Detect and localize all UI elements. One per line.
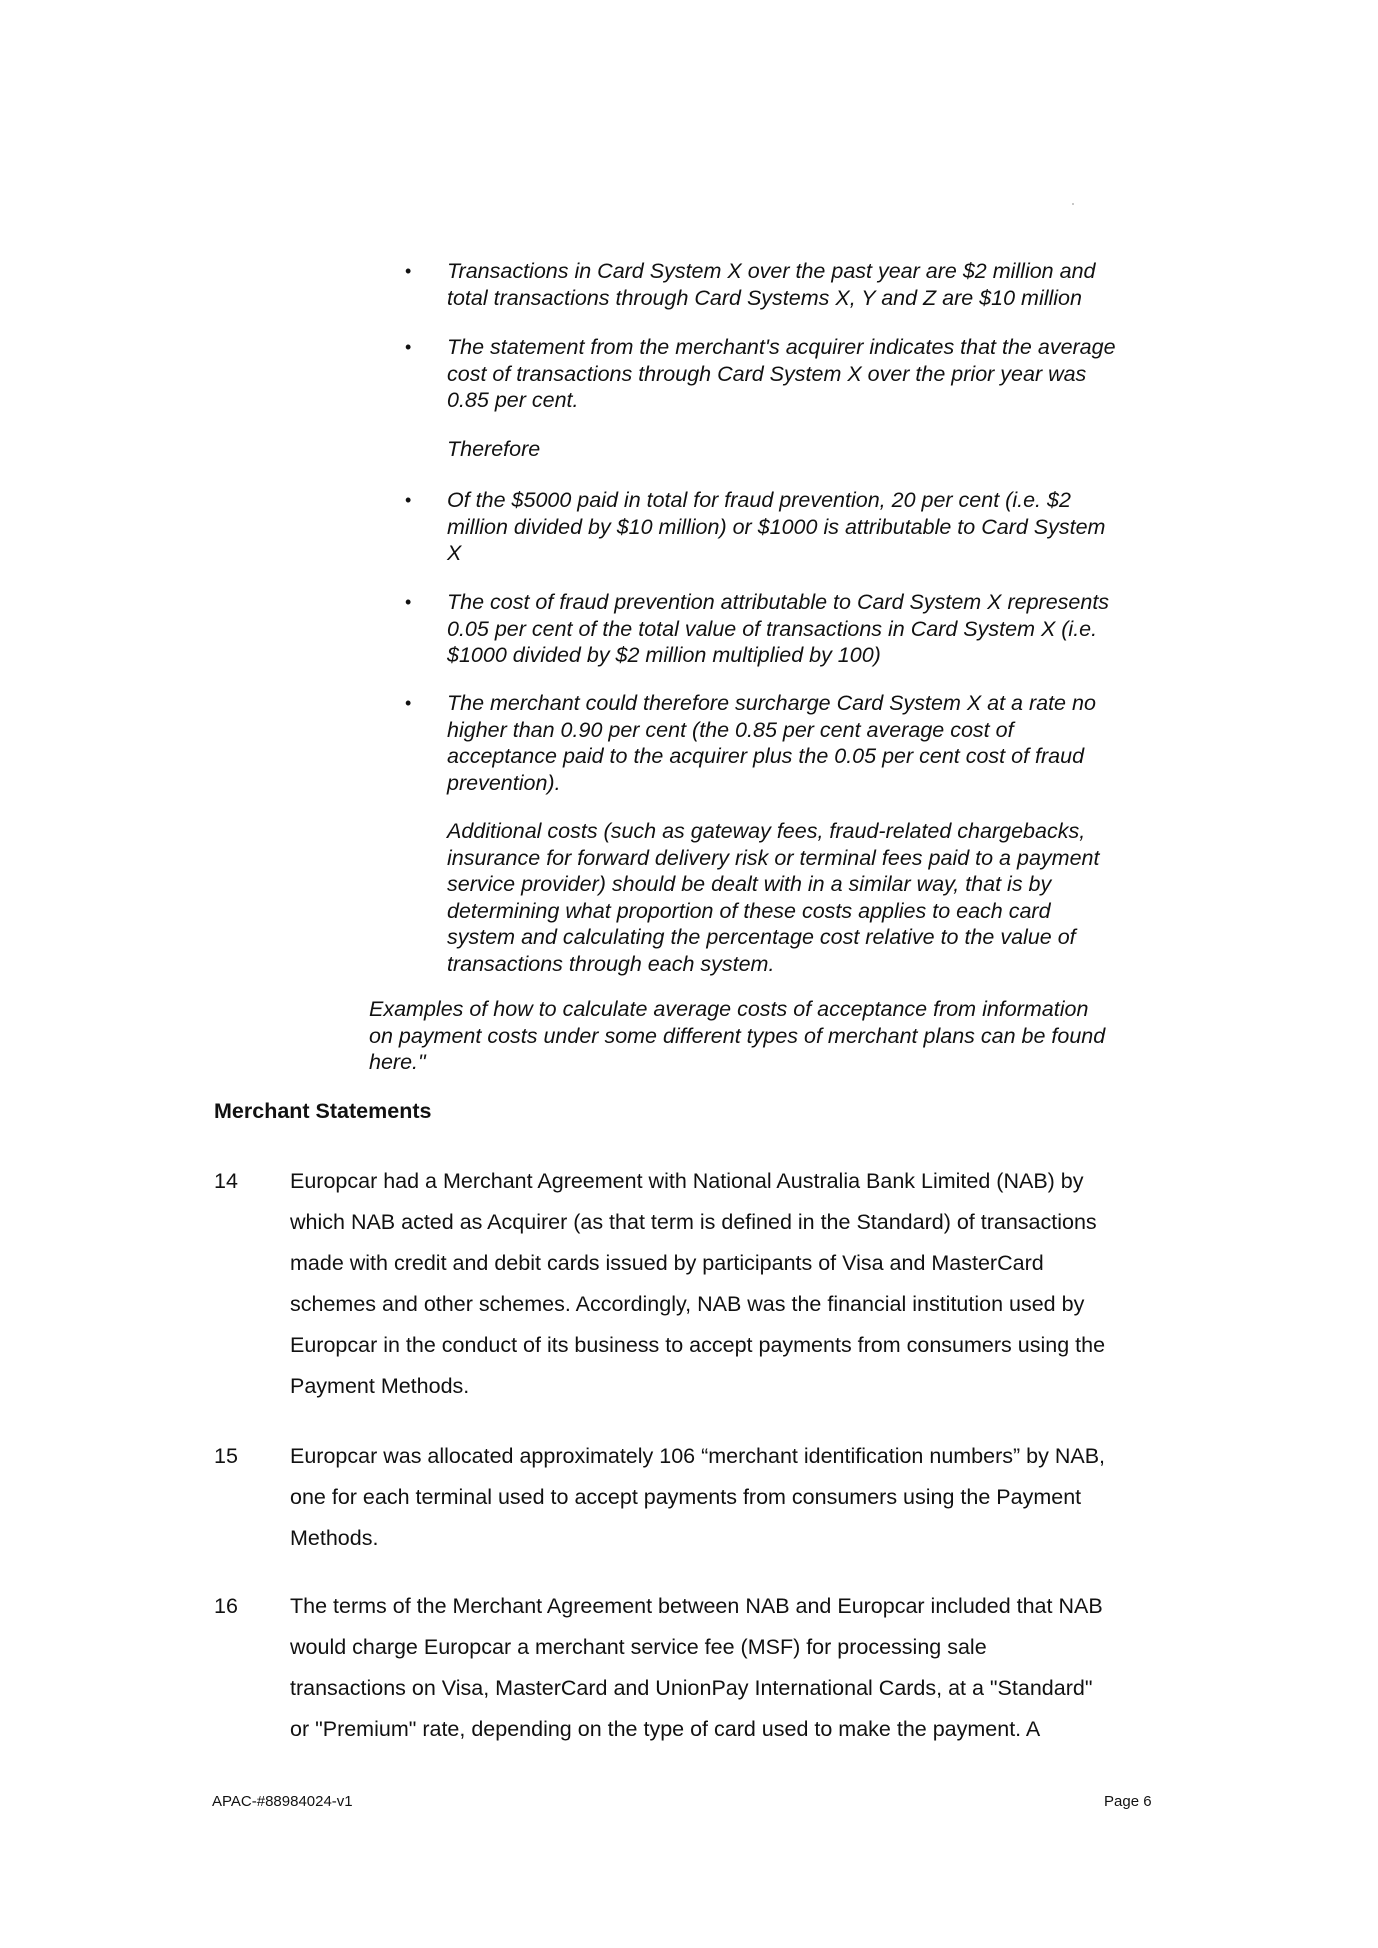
text-line: determining what proportion of these costs applies to each card <box>447 898 1051 923</box>
bullet-item <box>447 334 1187 414</box>
text-line: X <box>447 541 462 565</box>
bullet-marker: • <box>405 261 412 281</box>
paragraph-number: 14 <box>214 1169 238 1193</box>
text-line: Examples of how to calculate average costs of acceptance from information <box>369 997 1089 1021</box>
text-line: insurance for forward delivery risk or terminal fees paid to a payment <box>447 845 1100 870</box>
text-line: prevention). <box>447 770 561 795</box>
bullet-item <box>447 690 1187 796</box>
text-line: acceptance paid to the acquirer plus the 0.05 per cent cost of fraud <box>447 744 1085 768</box>
text-line: made with credit and debit cards issued by participants of Visa and MasterCard <box>290 1251 1044 1275</box>
closing-quote-paragraph <box>369 996 1189 1076</box>
text-line: cost of transactions through Card System X over the prior year was <box>447 361 1087 386</box>
text-line: $1000 divided by $2 million multiplied by 100) <box>447 643 881 667</box>
additional-costs-paragraph <box>447 818 1187 977</box>
text-line: 0.05 per cent of the total value of transactions in Card System X (i.e. <box>447 616 1098 641</box>
text-line: Additional costs (such as gateway fees, fraud-related chargebacks, <box>447 819 1086 843</box>
text-line: transactions through each system. <box>447 951 775 976</box>
section-heading: Merchant Statements <box>214 1099 432 1123</box>
bullet-marker: • <box>405 592 412 612</box>
text-line: Methods. <box>290 1526 379 1550</box>
text-line: or "Premium" rate, depending on the type of card used to make the payment. A <box>290 1717 1041 1741</box>
text-line: Europcar had a Merchant Agreement with National Australia Bank Limited (NAB) by <box>290 1169 1084 1193</box>
text-line: The statement from the merchant's acquirer indicates that the average <box>447 335 1116 359</box>
text-line: one for each terminal used to accept payments from consumers using the Payment <box>290 1485 1082 1509</box>
text-line: schemes and other schemes. Accordingly, NAB was the financial institution used by <box>290 1292 1085 1316</box>
text-line: system and calculating the percentage cost relative to the value of <box>447 925 1076 949</box>
therefore-line: Therefore <box>447 437 541 461</box>
text-line: million divided by $10 million) or $1000 is attributable to Card System <box>447 514 1106 539</box>
paragraph-number: 16 <box>214 1594 238 1618</box>
bullet-marker: • <box>405 490 412 510</box>
text-line: higher than 0.90 per cent (the 0.85 per cent average cost of <box>447 717 1014 742</box>
text-line: The cost of fraud prevention attributable to Card System X represents <box>447 590 1110 614</box>
bullet-marker: • <box>405 693 412 713</box>
footer-document-reference: APAC-#88984024-v1 <box>212 1793 353 1810</box>
paragraph-text <box>290 1161 1192 1407</box>
text-line: The merchant could therefore surcharge Card System X at a rate no <box>447 691 1096 715</box>
text-line: Of the $5000 paid in total for fraud prevention, 20 per cent (i.e. $2 <box>447 488 1071 512</box>
bullet-item <box>447 487 1187 567</box>
footer-page-number: Page 6 <box>1104 1793 1152 1810</box>
paragraph-text <box>290 1586 1192 1750</box>
text-line: transactions on Visa, MasterCard and UnionPay International Cards, at a "Standard" <box>290 1676 1093 1700</box>
text-line: would charge Europcar a merchant service fee (MSF) for processing sale <box>290 1635 987 1659</box>
text-line: service provider) should be dealt with in a similar way, that is by <box>447 872 1052 896</box>
bullet-item <box>447 258 1187 311</box>
text-line: Europcar in the conduct of its business to accept payments from consumers using the <box>290 1333 1106 1357</box>
text-line: which NAB acted as Acquirer (as that term is defined in the Standard) of transactions <box>290 1210 1097 1234</box>
text-line: here." <box>369 1050 426 1074</box>
paragraph-text <box>290 1436 1192 1559</box>
text-line: Europcar was allocated approximately 106 “merchant identification numbers” by NAB, <box>290 1444 1106 1468</box>
text-line: Payment Methods. <box>290 1374 470 1398</box>
scan-speck <box>1072 203 1074 205</box>
bullet-item <box>447 589 1187 669</box>
paragraph-number: 15 <box>214 1444 238 1468</box>
text-line: on payment costs under some different types of merchant plans can be found <box>369 1023 1106 1048</box>
bullet-marker: • <box>405 337 412 357</box>
text-line: The terms of the Merchant Agreement between NAB and Europcar included that NAB <box>290 1594 1103 1618</box>
text-line: total transactions through Card Systems X, Y and Z are $10 million <box>447 285 1082 310</box>
text-line: 0.85 per cent. <box>447 388 579 412</box>
text-line: Transactions in Card System X over the past year are $2 million and <box>447 259 1096 283</box>
